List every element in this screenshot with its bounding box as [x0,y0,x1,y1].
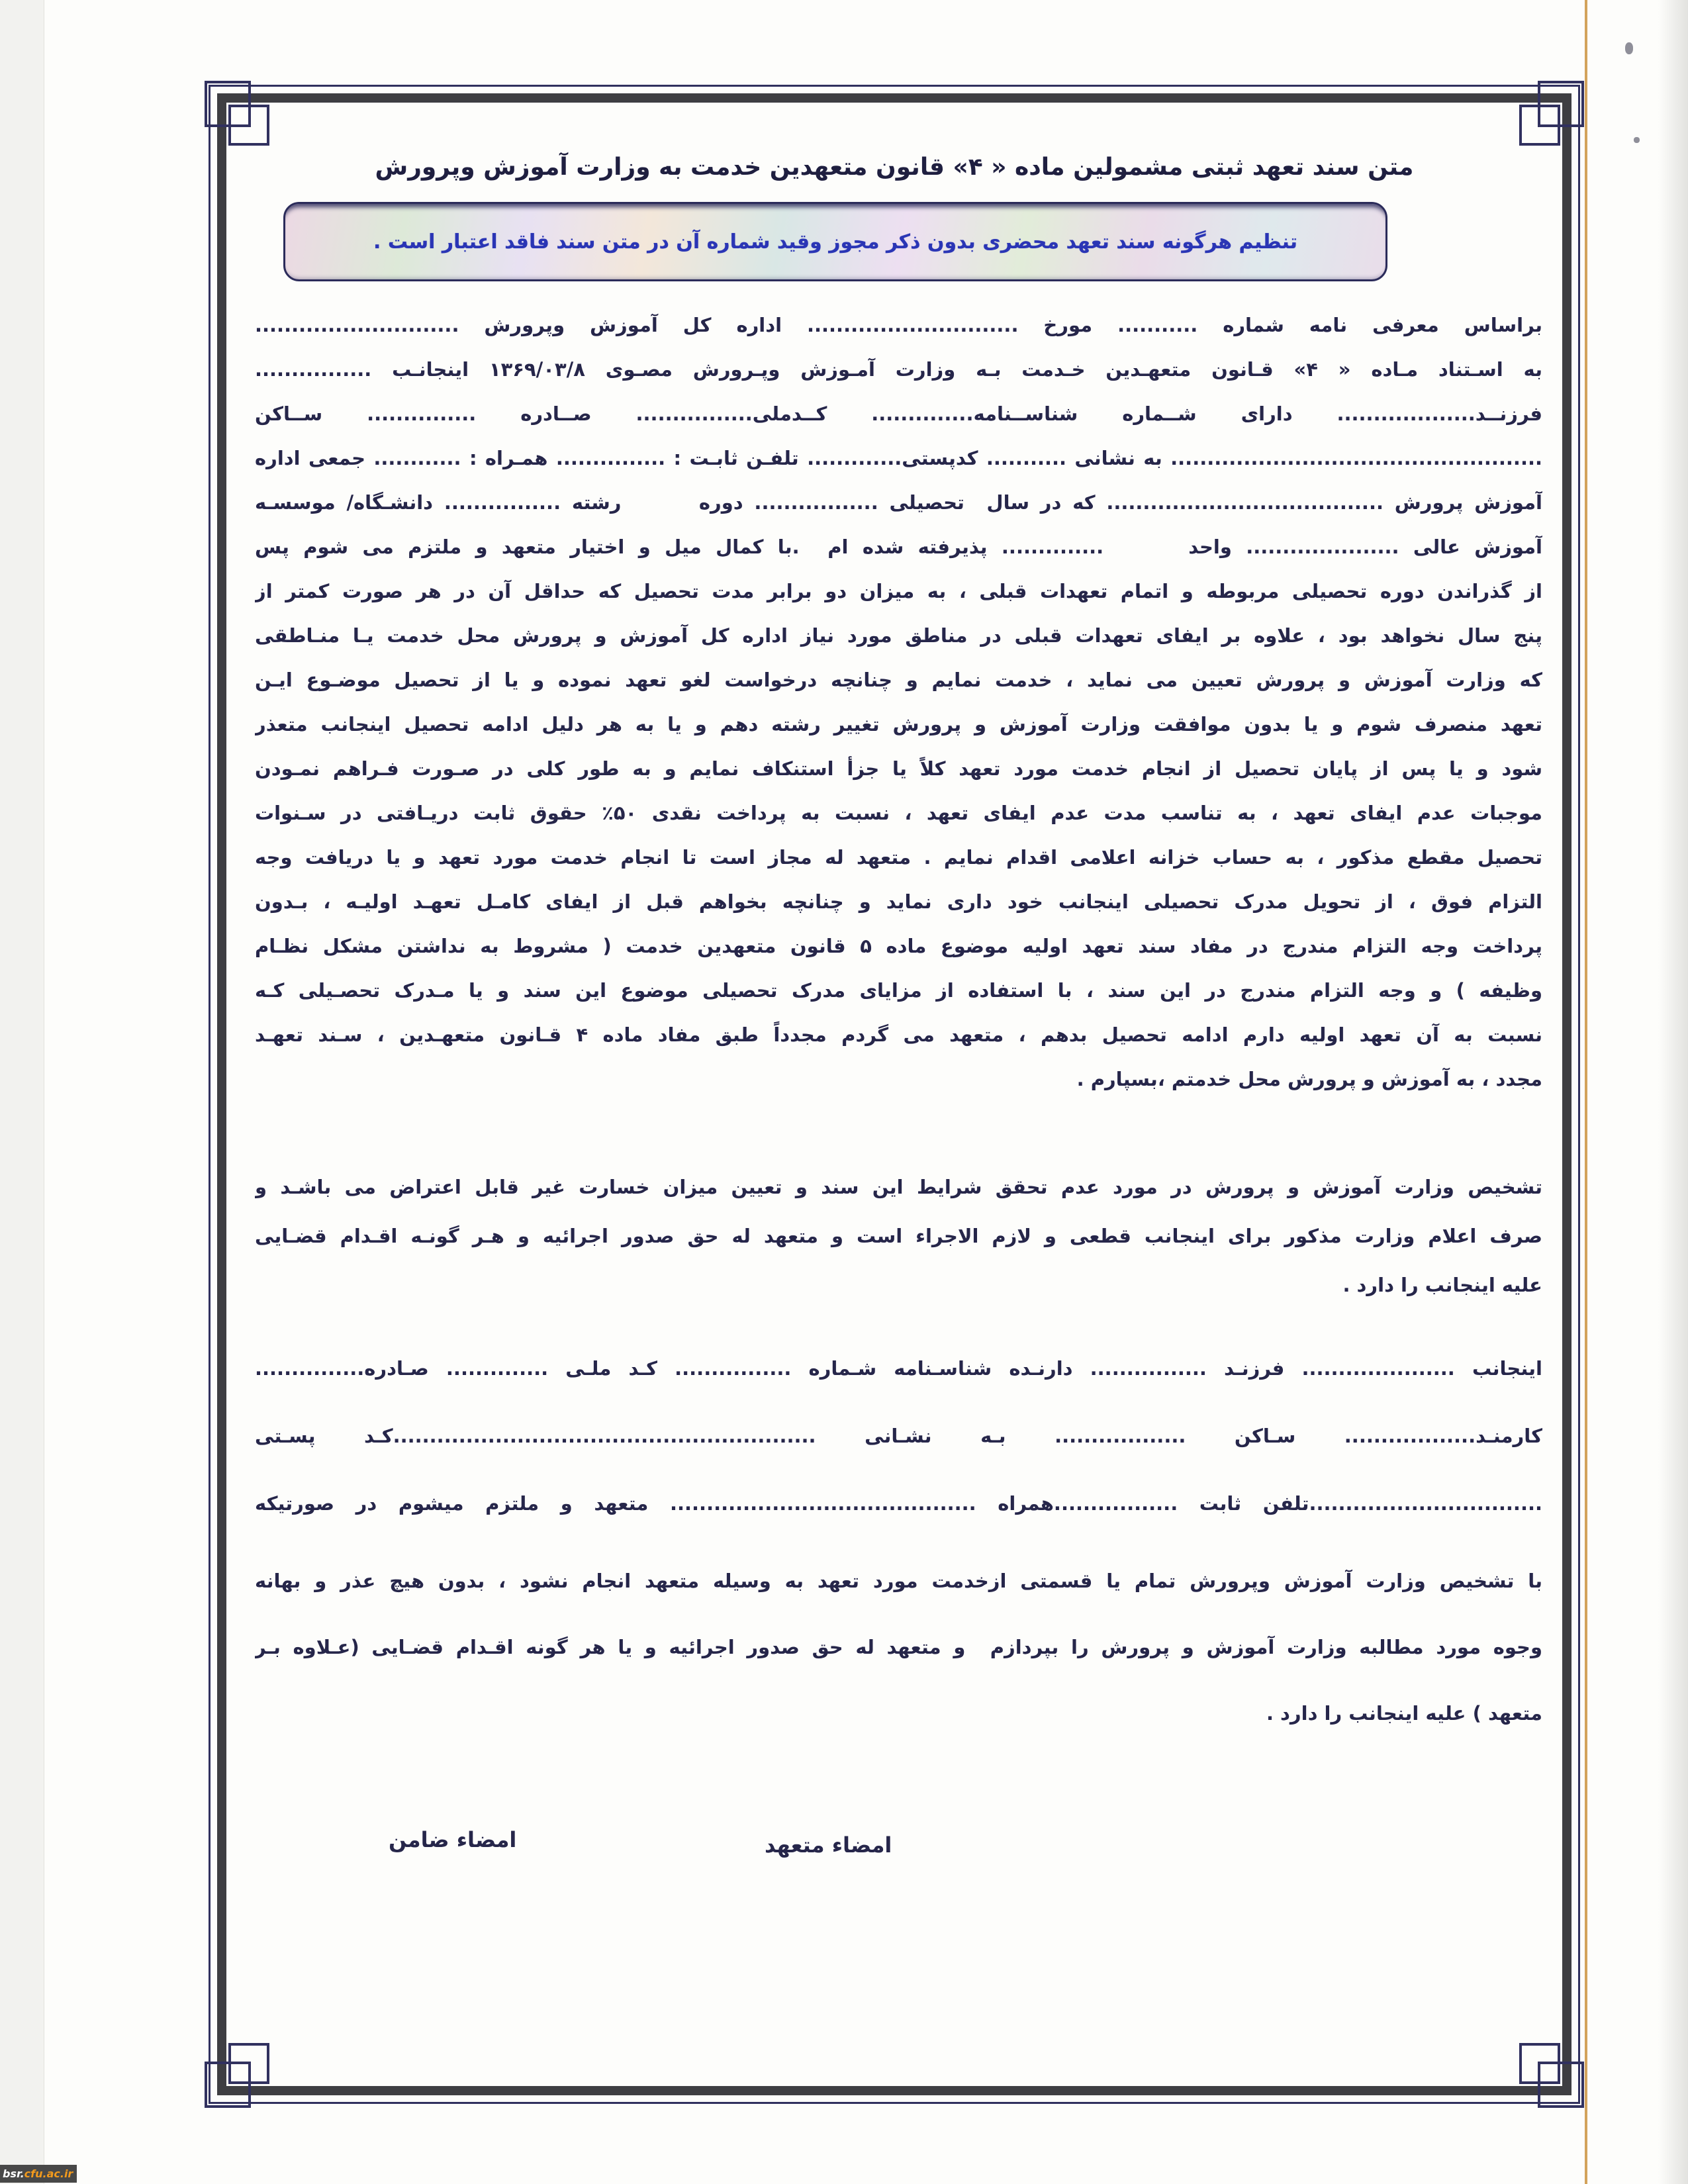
text-line: که وزارت آموزش و پرورش تعیین می نماید ، خدمت نمایم و چنانچه درخواست لغو تعهد نموده و یا از تحصیل موضـوع ایـن [255,669,1542,691]
text-line: موجبات عدم ایفای تعهد ، به تناسب مدت عدم ایفای تعهد ، نسبت به پرداخت نقدی ۵۰٪ حقوق ثابت دریـافتی در سـنوات [255,802,1542,824]
scan-right-shadow [1658,0,1688,2184]
text-line: اینجانب ..................... فرزنـد ................ دارنـده شناسـنامه شـماره ................ کـد ملـی .............. صـادره............... [255,1357,1542,1380]
paper-edge-line [1585,0,1587,2184]
text-line: به اسـتناد مـاده « ۴» قـانون متعهـدین خـدمت بـه وزارت آمـوزش وپـرورش مصـوی ۱۳۶۹/۰۳/۸ اینجانـب ................ [255,358,1542,381]
text-line: وجوه مورد مطالبه وزارت آموزش و پرورش را بپردازم و متعهد له حق صدور اجرائیه و یا هر گونه اقـدام قضـایی (عـلاوه بـر [255,1636,1542,1658]
watermark-domain: cfu.ac.ir [24,2167,73,2180]
text-line: مجدد ، به آموزش و پرورش محل خدمتم ،بسپارم . [1076,1068,1542,1090]
text-line: تعهد منصرف شوم و یا بدون موافقت وزارت آموزش و پرورش تغییر رشته دهم و یا به هر دلیل ادامه تحصیل اینجانب متعذر [255,713,1542,736]
text-line: از گذراندن دوره تحصیلی مربوطه و اتمام تعهدات قبلی ، به میزان دو برابر مدت تحصیل که حداقل آن در هر صورت کمتر از [255,580,1542,602]
scan-left-margin [0,0,44,2184]
text-line: ................................................... به نشانی ........... کدپستی............. تلفـن ثابـت : ............... همـراه : ............ جمعی اداره [255,447,1542,469]
text-line: شود و یا پس از پایان تحصیل از انجام خدمت مورد تعهد کلاً یا جزأ استنکاف نمایم و به طور کلی در صـورت فـراهم نمـودن [255,757,1542,780]
corner-ornament-top-right [1519,105,1560,146]
text-line: متعهد ) علیه اینجانب را دارد . [1266,1702,1542,1725]
text-line: نسبت به آن تعهد اولیه دارم ادامه تحصیل بدهم ، متعهد می گردم مجدداً طبق مفاد ماده ۴ قـانون متعهـدین ، سـند تعهـد [255,1023,1542,1046]
text-line: ................................تلفن ثابت .................همراه .......................................... متعهد و ملتزم میشوم در صورتیکه [255,1492,1542,1515]
text-line: فرزنــد................... دارای شــماره شناســنامه.............. کــدملی................ صــادره ............... ســاکن [255,403,1542,425]
paragraph-main-commitment [255,303,1542,1102]
text-line: وظیفه ) و وجه التزام مندرج در این سند ، با استفاده از مزایای مدرک تحصیلی موضوع این سند و یا مـدرک تحصـیلی کـه [255,979,1542,1002]
signature-obligor-label: امضاء متعهد [765,1832,892,1858]
text-line: آموزش پرورش ...................................... که در سال تحصیلی ................. دوره رشته ................ دانشـگاه/ موسسـه [255,491,1542,514]
text-line: علیه اینجانب را دارد . [1342,1274,1542,1296]
text-line: پنج سال نخواهد بود ، علاوه بر ایفای تعهدات قبلی در مناطق مورد نیاز اداره کل آموزش و پرورش محل خدمت یـا منـاطقی [255,624,1542,647]
text-line: براساس معرفی نامه شماره ........... مورخ ............................. اداره کل آموزش وپرورش ............................ [255,314,1542,336]
text-line: تشخیص وزارت آموزش و پرورش در مورد عدم تحقق شرایط این سند و تعیین میزان خسارت غیر قابل اعتراض می باشـد و [255,1176,1542,1198]
text-line: آموزش عالی ..................... واحد .............. پذیرفته شده ام .با کمال میل و اختیار متعهد و ملتزم می شوم پس [255,536,1542,558]
scan-speck [1625,42,1633,54]
watermark-prefix: bsr. [3,2167,24,2180]
text-line: تحصیل مقطع مذکور ، به حساب خزانه اعلامی اقدام نمایم . متعهد له مجاز است تا انجام خدمت مورد تعهد و یا دریافت وجه [255,846,1542,869]
paragraph-guarantor-identity [255,1335,1542,1537]
text-line: التزام فوق ، از تحویل مدرک تحصیلی اینجانب خود داری نماید و چنانچه بخواهم قبل از ایفای کامـل تعهـد اولیـه ، بـدون [255,890,1542,913]
text-line: صرف اعلام وزارت مذکور برای اینجانب قطعی و لازم الاجراء است و متعهد له حق صدور اجرائیه و هـر گونـه اقـدام قضـایی [255,1225,1542,1247]
text-line: کارمنـد.................. سـاکن .................. بـه نشـانی ..........................................................کـد پسـتی [255,1425,1542,1447]
text-line: با تشخیص وزارت آموزش وپرورش تمام یا قسمتی ازخدمت مورد تعهد به وسیله متعهد انجام نشود ، بدون هیچ عذر و بهانه [255,1570,1542,1592]
signature-guarantor-label: امضاء ضامن [389,1827,517,1852]
decorative-border-frame [209,85,1580,2104]
scan-speck [1634,137,1640,143]
notice-banner [283,202,1387,281]
text-line: پرداخت وجه التزام مندرج در مفاد سند تعهد اولیه موضوع ماده ۵ قانون متعهدین خدمت ( مشروط به نداشتن مشکل نظـام [255,935,1542,957]
notice-banner-text: تنظیم هرگونه سند تعهد محضری بدون ذکر مجوز وقید شماره آن در متن سند فاقد اعتبار است . [373,230,1297,254]
site-watermark [0,2165,77,2183]
corner-ornament-top-left [228,105,269,146]
paragraph-ministry-determination [255,1163,1542,1309]
corner-ornament-bottom-right [1519,2043,1560,2084]
paragraph-guarantor-commitment [255,1548,1542,1746]
page-title: متن سند تعهد ثبتی مشمولین ماده « ۴» قانون متعهدین خدمت به وزارت آموزش وپرورش [375,154,1414,181]
corner-ornament-bottom-left [228,2043,269,2084]
